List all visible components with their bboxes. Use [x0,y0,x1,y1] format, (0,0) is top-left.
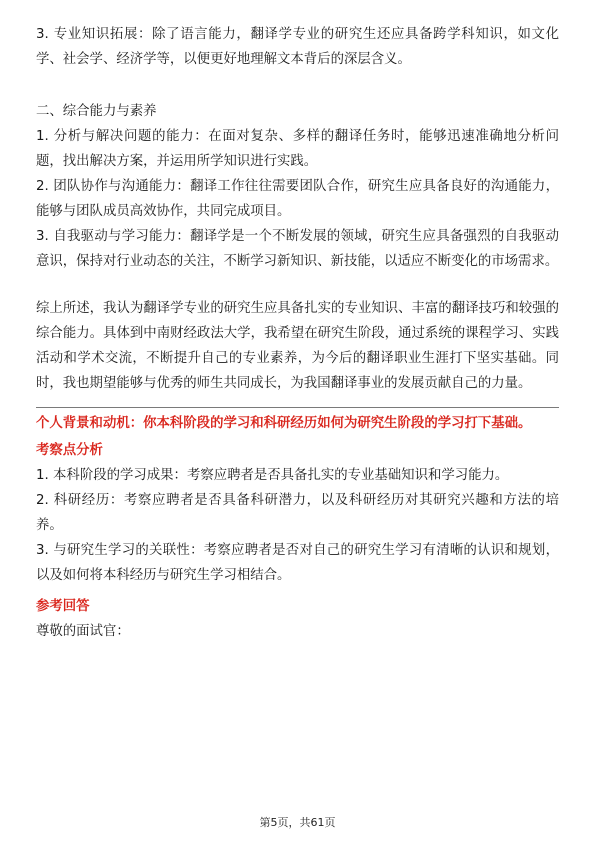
list-item: 3. 与研究生学习的关联性：考察应聘者是否对自己的研究生学习有清晰的认识和规划，以及如何将本科经历与研究生学习相结合。 [36,543,559,583]
analysis-heading: 考察点分析 [36,443,103,458]
page-footer: 第5页，共61页 [259,816,336,829]
summary-paragraph: 综上所述，我认为翻译学专业的研究生应具备扎实的专业知识、丰富的翻译技巧和较强的综合能力。具体到中南财经政法大学，我希望在研究生阶段，通过系统的课程学习、实践活动和学术交流，不断提升自己的专业素养，为今后的翻译职业生涯打下坚实基础。同时，我也期望能够与优秀的师生共同成长，为我国翻译事业的发展贡献自己的力量。 [36,301,559,391]
answer-heading: 参考回答 [36,599,90,614]
question-heading: 个人背景和动机：你本科阶段的学习和科研经历如何为研究生阶段的学习打下基础。 [36,416,532,431]
paragraph-knowledge-extension: 3. 专业知识拓展：除了语言能力，翻译学专业的研究生还应具备跨学科知识，如文化学、社会学、经济学等，以便更好地理解文本背后的深层含义。 [36,27,559,67]
list-item: 2. 团队协作与沟通能力：翻译工作往往需要团队合作，研究生应具备良好的沟通能力，能够与团队成员高效协作，共同完成项目。 [36,179,559,219]
list-item: 1. 本科阶段的学习成果：考察应聘者是否具备扎实的专业基础知识和学习能力。 [36,468,509,483]
section-title: 二、综合能力与素养 [36,104,157,119]
document-body [36,22,559,644]
list-item: 1. 分析与解决问题的能力：在面对复杂、多样的翻译任务时，能够迅速准确地分析问题，找出解决方案，并运用所学知识进行实践。 [36,129,559,169]
answer-greeting: 尊敬的面试官： [36,624,130,639]
divider [36,407,559,408]
list-item: 2. 科研经历：考察应聘者是否具备科研潜力，以及科研经历对其研究兴趣和方法的培养。 [36,493,559,533]
list-item: 3. 自我驱动与学习能力：翻译学是一个不断发展的领域，研究生应具备强烈的自我驱动意识，保持对行业动态的关注，不断学习新知识、新技能，以适应不断变化的市场需求。 [36,229,559,269]
